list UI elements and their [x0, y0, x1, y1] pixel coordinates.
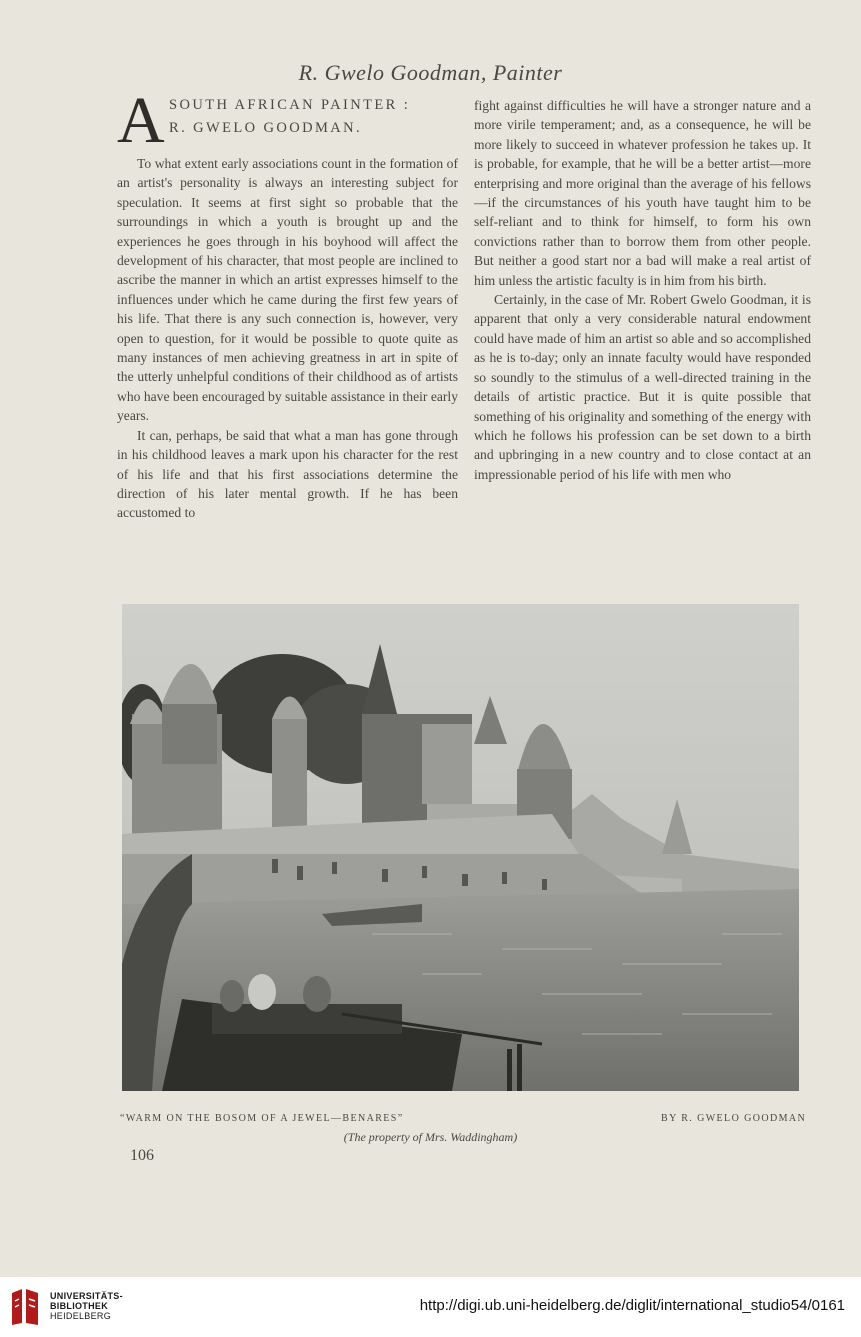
paragraph: Certainly, in the case of Mr. Robert Gwelo Goodman, it is apparent that only a very considerable natural endowment could have made of him an artist so able and so accomplished as he is to-day; only an innate faculty would have responded so soundly to the stimulus of a well-directed training in the details of artistic practice. But it is quite possible that something of his originality and something of the energy with which he follows his profession can be set down to a birth and upbringing in a new country and to close contact at an impressionable period of his life with men who: [474, 292, 811, 482]
figure-caption-ownership: (The property of Mrs. Waddingham): [343, 1130, 518, 1144]
article-heading: [117, 84, 458, 157]
paragraph: To what extent early associations count in the formation of an artist's personality is always an interesting subject for speculation. It seems at first sight so probable that the surroundings in which a youth is brought up and the experiences he goes through in his boyhood will affect the development of his character, that most people are inclined to ascribe the manner in which an artist expresses himself to the influences under which he came during the first few years of his life. That there is any such connection is, however, very open to question, for it would be possible to quote quite as many instances of men achieving greatness in art in spite of the utterly unhelpful conditions of their childhood as of artists who have been encouraged by suitable assistance in their early years.: [117, 156, 458, 424]
paragraph: It can, perhaps, be said that what a man has gone through in his childhood leaves a mark upon his character for the rest of his life and that his first associations determine the direction of his later mental growth. If he has been accustomed to: [117, 427, 458, 521]
heading-line-2: R. GWELO GOODMAN.: [169, 120, 363, 136]
library-logo-icon: [8, 1287, 42, 1332]
drop-cap: A: [117, 84, 165, 157]
painting-illustration: [122, 604, 799, 1091]
figure-caption-title: “WARM ON THE BOSOM OF A JEWEL—BENARES”: [120, 1113, 404, 1124]
library-name: [50, 1291, 123, 1321]
page-number: 106: [130, 1147, 154, 1164]
right-column: [474, 96, 811, 484]
benares-ghat-painting: [122, 604, 799, 1091]
left-column: [117, 84, 458, 523]
library-name-line-3: HEIDELBERG: [50, 1311, 112, 1321]
digitization-footer: [0, 1277, 861, 1337]
library-name-line-1: UNIVERSITÄTS-: [50, 1291, 123, 1301]
paragraph: fight against difficulties he will have a stronger nature and a more virile temperament; and, as a consequence, he will be more likely to succeed in whatever profession he takes up. It is probable, for example, that he will be a better artist—more enterprising and more original than the average of his fellows—if the circumstances of his youth have taught him to be self-reliant and to think for himself, to form his own convictions rather than to borrow them from other people. But neither a good start nor a bad will make a real artist of him unless the artistic faculty is in him from his birth.: [474, 98, 811, 288]
running-head: R. Gwelo Goodman, Painter: [298, 60, 563, 85]
library-name-line-2: BIBLIOTHEK: [50, 1301, 108, 1311]
figure-caption-artist: BY R. GWELO GOODMAN: [661, 1113, 807, 1124]
heading-line-1: SOUTH AFRICAN PAINTER :: [169, 97, 411, 113]
permalink-url[interactable]: http://digi.ub.uni-heidelberg.de/diglit/international_studio54/0161: [419, 1297, 845, 1314]
